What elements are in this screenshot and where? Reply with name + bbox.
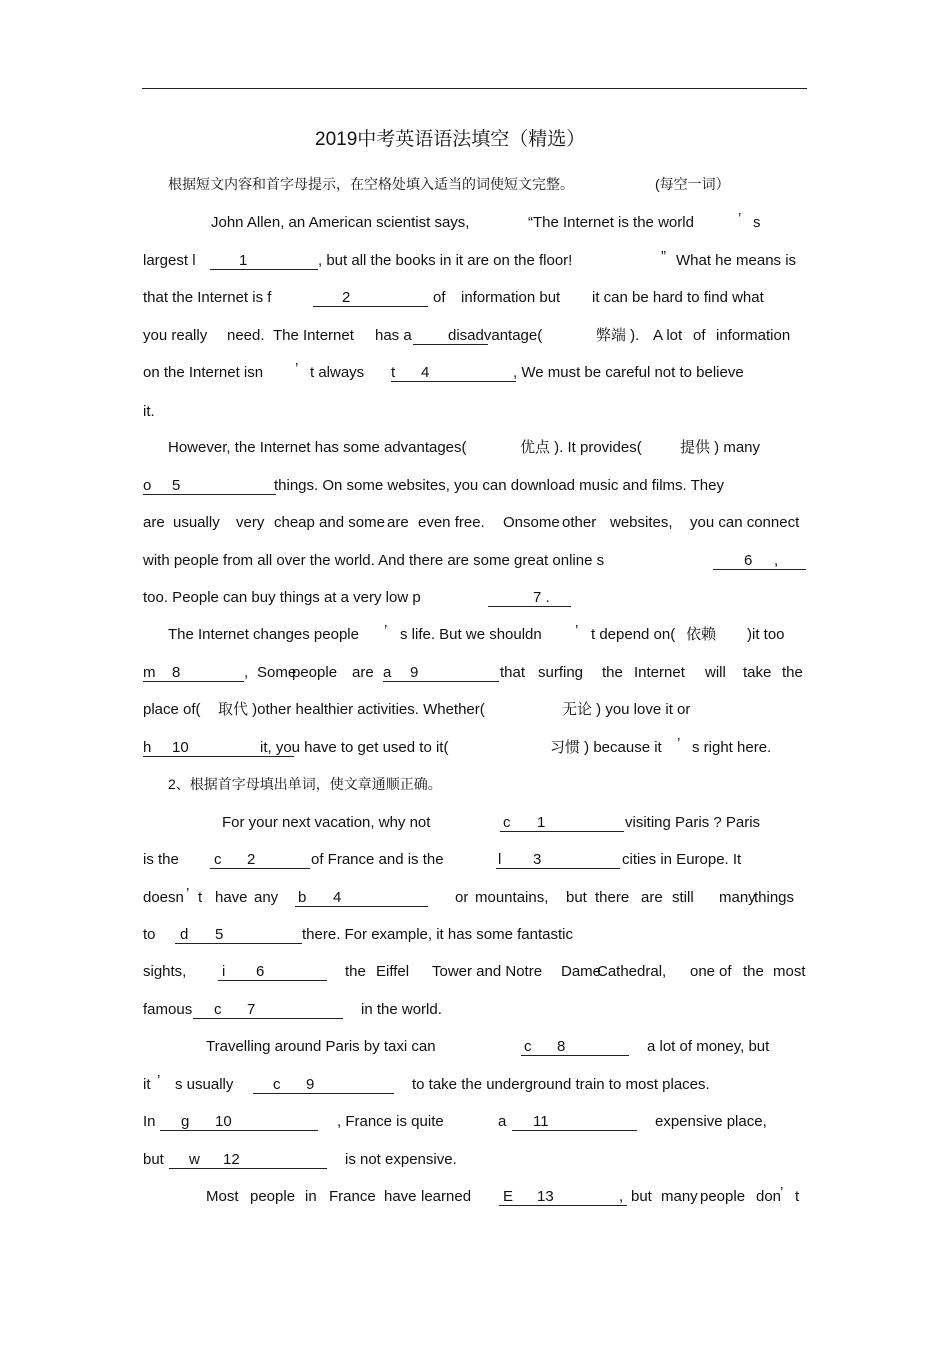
text: Some — [257, 664, 297, 681]
text: t always — [310, 364, 365, 381]
text: 习惯 ) because it — [550, 739, 662, 756]
text: things. On some websites, you can download music and films. They — [274, 477, 724, 494]
text: information — [716, 327, 791, 344]
text: of — [693, 327, 706, 344]
text: , — [774, 552, 779, 569]
text: the — [602, 664, 623, 681]
text: ’ — [186, 885, 190, 902]
blank-letter: c — [214, 1001, 222, 1018]
text: ’ — [157, 1072, 161, 1089]
text: too. People can buy things at a very low p — [143, 589, 421, 606]
blank-number: 5 — [215, 926, 224, 943]
text: it — [143, 1076, 151, 1093]
blank-p2-4 — [295, 889, 428, 907]
blank-p2-5 — [175, 926, 302, 944]
blank-number: 4 — [421, 364, 430, 381]
text: things — [754, 889, 795, 906]
text: still — [672, 889, 694, 906]
text: the — [743, 963, 764, 980]
text: are — [352, 664, 374, 681]
text: that the Internet is f — [143, 289, 272, 306]
text: 提供 ) many — [680, 439, 761, 456]
text: ’ — [738, 210, 742, 227]
blank-5 — [143, 477, 276, 495]
text: John Allen, an American scientist says, — [211, 214, 470, 231]
text: disadvantage( — [448, 327, 543, 344]
blank-letter: c — [214, 851, 222, 868]
text: many — [719, 889, 756, 906]
text: cities in Europe. It — [622, 851, 742, 868]
blank-p2-6 — [218, 963, 327, 981]
text: to take the underground train to most places. — [412, 1076, 710, 1093]
blank-letter: o — [143, 477, 152, 494]
text: a — [498, 1113, 507, 1130]
text: , — [244, 664, 249, 681]
text: s right here. — [692, 739, 772, 756]
blank-p2-2 — [210, 851, 310, 869]
blank-letter: w — [189, 1151, 200, 1168]
blank-letter: t — [391, 364, 396, 381]
text: t — [198, 889, 203, 906]
text: ” — [661, 248, 666, 265]
text: France — [329, 1188, 376, 1205]
text: In — [143, 1113, 156, 1130]
blank-p2-13 — [499, 1188, 627, 1206]
blank-number: 5 — [172, 477, 181, 494]
text: with people from all over the world. And there are some great online s — [143, 552, 605, 569]
text: Internet — [634, 664, 685, 681]
blank-1 — [210, 252, 318, 270]
text: Most — [206, 1188, 239, 1205]
text: there. For example, it has some fantastic — [302, 926, 573, 943]
text: but — [631, 1188, 652, 1205]
text: of — [433, 289, 446, 306]
header-rule — [142, 88, 807, 89]
blank-number: 8 — [172, 664, 181, 681]
text: largest l — [143, 252, 196, 269]
text: s usually — [175, 1076, 234, 1093]
text: learned — [421, 1188, 472, 1205]
text: websites, — [610, 514, 673, 531]
text: a lot of money, but — [647, 1038, 770, 1055]
text: s life. But we shouldn — [400, 626, 542, 643]
blank-number: 10 — [215, 1113, 232, 1130]
blank-letter: a — [383, 664, 392, 681]
text: surfing — [538, 664, 584, 681]
text: ’ — [295, 360, 299, 377]
text: Tower and Notre — [432, 963, 543, 980]
text: of France and is the — [311, 851, 444, 868]
text: t depend on( — [591, 626, 676, 643]
text: is the — [143, 851, 179, 868]
text: usually — [173, 514, 220, 531]
text: ’ — [384, 622, 388, 639]
text: have — [215, 889, 248, 906]
blank-letter: l — [498, 851, 502, 868]
blank-number: 1 — [537, 814, 546, 831]
text: On — [503, 514, 524, 531]
text: are — [641, 889, 663, 906]
text: don — [756, 1188, 782, 1205]
blank-number: 10 — [172, 739, 189, 756]
blank-letter: g — [181, 1113, 190, 1130]
text: cheap and some — [274, 514, 385, 531]
text: very — [236, 514, 265, 531]
text: For your next vacation, why not — [222, 814, 431, 831]
text: , We must be careful not to believe — [513, 364, 744, 381]
text: )it too — [747, 626, 785, 643]
text: Travelling around Paris by taxi can — [206, 1038, 436, 1055]
text: the — [782, 664, 803, 681]
blank-4 — [391, 364, 516, 382]
text: Eiffel — [376, 963, 410, 980]
text: However, the Internet has some advantages( — [168, 439, 467, 456]
blank-letter: h — [143, 739, 152, 756]
blank-number: 9 — [410, 664, 419, 681]
text: place of( — [143, 701, 201, 718]
text: has a — [375, 327, 412, 344]
text: take — [743, 664, 772, 681]
text: sights, — [143, 963, 187, 980]
blank-letter: m — [143, 664, 156, 681]
blank-number: 2 — [342, 289, 351, 306]
instruction-text: 根据短文内容和首字母提示，在空格处填入适当的词使短文完整。 — [168, 176, 574, 192]
text: famous — [143, 1001, 193, 1018]
text: there — [595, 889, 630, 906]
text: 优点 ). It provides( — [520, 439, 642, 456]
text: 取代 )other healthier activities. Whether( — [218, 701, 485, 718]
section-heading: 2、根据首字母填出单词，使文章通顺正确。 — [168, 776, 442, 792]
text: Cathedral, — [597, 963, 667, 980]
text: but — [566, 889, 587, 906]
text: in the world. — [361, 1001, 442, 1018]
text: doesn — [143, 889, 184, 906]
text: are — [143, 514, 165, 531]
text: A lot — [653, 327, 683, 344]
text: ’ — [575, 622, 579, 639]
page-title: 2019中考英语语法填空（精选） — [315, 129, 586, 150]
blank-number: 8 — [557, 1038, 566, 1055]
text: s — [753, 214, 761, 231]
blank-number: 2 — [247, 851, 256, 868]
text: mountains, — [475, 889, 549, 906]
text: some — [523, 514, 560, 531]
blank-7 — [488, 589, 571, 607]
text: Dame — [561, 963, 602, 980]
text: are — [387, 514, 409, 531]
text: information but — [461, 289, 561, 306]
blank-8 — [143, 664, 244, 682]
blank-letter: c — [503, 814, 511, 831]
blank-p2-8 — [521, 1038, 629, 1056]
text: , but all the books in it are on the floor! — [318, 252, 573, 269]
text: people — [250, 1188, 296, 1205]
blank-number: 4 — [333, 889, 342, 906]
text: but — [143, 1151, 164, 1168]
text: of — [719, 963, 732, 980]
instruction-note: (每空一词） — [655, 176, 730, 192]
text: even free. — [418, 514, 485, 531]
text: it can be hard to find what — [592, 289, 764, 306]
text: , France is quite — [337, 1113, 444, 1130]
text: t — [795, 1188, 800, 1205]
text: one — [690, 963, 716, 980]
text: most — [773, 963, 806, 980]
text: need. — [227, 327, 265, 344]
text: expensive place, — [655, 1113, 767, 1130]
blank-number: 7 — [247, 1001, 256, 1018]
text: on the Internet isn — [143, 364, 264, 381]
text: any — [254, 889, 279, 906]
text: ’ — [677, 735, 681, 752]
blank-number: 11 — [533, 1113, 549, 1130]
blank-number: 1 — [239, 252, 248, 269]
blank-letter: i — [222, 963, 226, 980]
text: in — [305, 1188, 317, 1205]
text: What he means is — [676, 252, 797, 269]
blank-letter: b — [298, 889, 307, 906]
text: people — [700, 1188, 746, 1205]
blank-6 — [713, 552, 806, 570]
text: “The Internet is the world — [528, 214, 694, 231]
blank-letter: c — [524, 1038, 532, 1055]
text: 弊端 ). — [596, 327, 640, 344]
text: it, you have to get used to it( — [260, 739, 449, 756]
text: that — [500, 664, 526, 681]
text: other — [562, 514, 597, 531]
text: 无论 ) you love it or — [562, 701, 691, 718]
blank-number: 6 — [744, 552, 753, 569]
blank-number: 13 — [537, 1188, 554, 1205]
text: the — [345, 963, 366, 980]
text: to — [143, 926, 156, 943]
text: , — [619, 1188, 624, 1205]
blank-number: 6 — [256, 963, 265, 980]
text: many — [661, 1188, 698, 1205]
text: 依赖 — [686, 626, 717, 643]
text: you really — [143, 327, 208, 344]
blank-letter: c — [273, 1076, 281, 1093]
blank-number: 3 — [533, 851, 542, 868]
text: you can connect — [690, 514, 800, 531]
text: ’ — [780, 1184, 784, 1201]
text: The Internet — [273, 327, 354, 344]
blank-p2-1 — [500, 814, 624, 832]
blank-number: 7 . — [533, 589, 550, 606]
text: it. — [143, 403, 155, 420]
blank-letter: E — [503, 1188, 514, 1205]
text: have — [384, 1188, 417, 1205]
text: The Internet changes people — [168, 626, 359, 643]
blank-9 — [383, 664, 499, 682]
blank-2 — [313, 289, 428, 307]
text: will — [705, 664, 726, 681]
blank-letter: d — [180, 926, 189, 943]
text: people — [292, 664, 338, 681]
blank-number: 12 — [223, 1151, 240, 1168]
text: or — [455, 889, 469, 906]
blank-number: 9 — [306, 1076, 315, 1093]
blank-p2-11 — [512, 1113, 637, 1131]
text: is not expensive. — [345, 1151, 457, 1168]
text: visiting Paris ? Paris — [625, 814, 761, 831]
blank-p2-3 — [496, 851, 620, 869]
